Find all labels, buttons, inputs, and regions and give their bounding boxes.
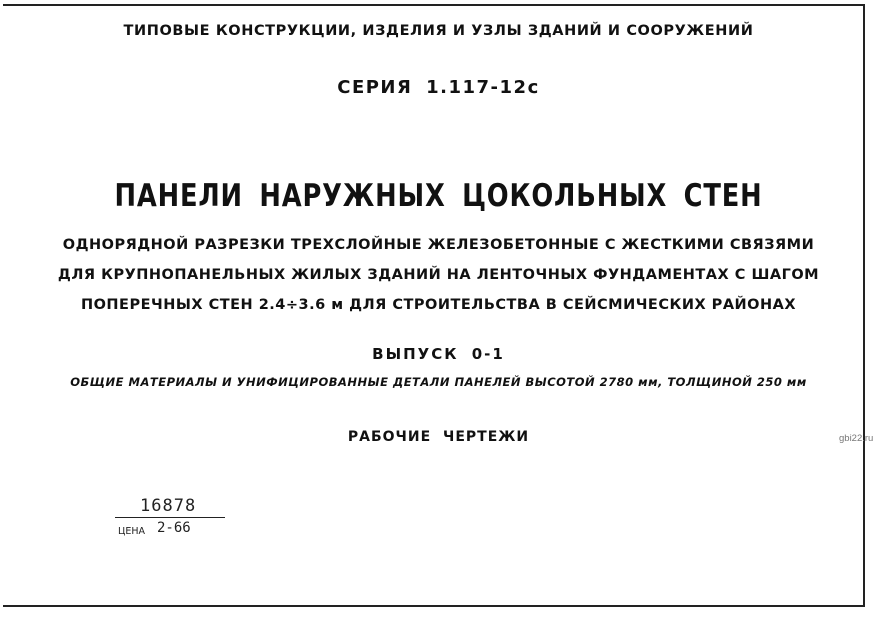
- document-header: ТИПОВЫЕ КОНСТРУКЦИИ, ИЗДЕЛИЯ И УЗЛЫ ЗДАНИЙ И СООРУЖЕНИЙ: [123, 23, 754, 39]
- subtitle-line-1: ОДНОРЯДНОЙ РАЗРЕЗКИ ТРЕХСЛОЙНЫЕ ЖЕЛЕЗОБЕТОННЫЕ С ЖЕСТКИМИ СВЯЗЯМИ: [62, 237, 815, 253]
- subtitle-line-3: ПОПЕРЕЧНЫХ СТЕН 2.4÷3.6 м ДЛЯ СТРОИТЕЛЬСТВА В СЕЙСМИЧЕСКИХ РАЙОНАХ: [80, 297, 797, 313]
- inventory-code: 16878: [140, 496, 197, 516]
- issue-description: ОБЩИЕ МАТЕРИАЛЫ И УНИФИЦИРОВАННЫЕ ДЕТАЛИ ПАНЕЛЕЙ ВЫСОТОЙ 2780 мм, ТОЛЩИНОЙ 250 мм: [70, 375, 807, 389]
- subtitle-line-2: ДЛЯ КРУПНОПАНЕЛЬНЫХ ЖИЛЫХ ЗДАНИЙ НА ЛЕНТОЧНЫХ ФУНДАМЕНТАХ С ШАГОМ: [57, 267, 820, 283]
- issue-number: ВЫПУСК 0-1: [372, 345, 505, 363]
- series-number: СЕРИЯ 1.117-12с: [337, 77, 540, 98]
- document-title: ПАНЕЛИ НАРУЖНЫХ ЦОКОЛЬНЫХ СТЕН: [114, 178, 763, 214]
- code-underline: [115, 517, 225, 518]
- price-label: ЦЕНА: [118, 526, 146, 537]
- site-watermark: gbi22.ru: [839, 433, 874, 444]
- working-drawings-label: РАБОЧИЕ ЧЕРТЕЖИ: [347, 429, 530, 445]
- price-value: 2-66: [157, 520, 191, 536]
